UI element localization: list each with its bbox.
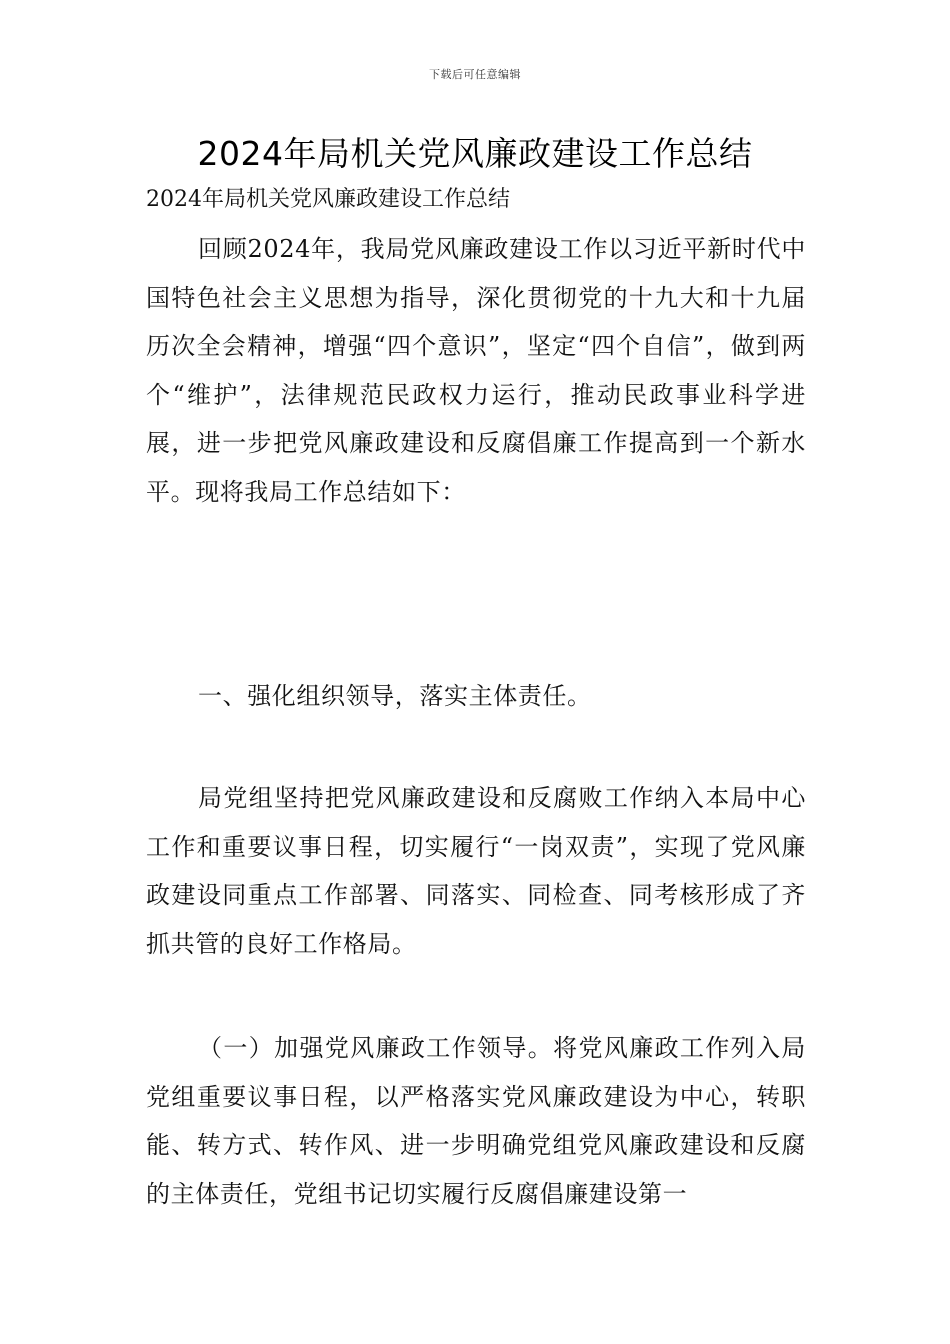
section-heading: 一、强化组织领导，落实主体责任。 (198, 682, 592, 710)
intro-paragraph: 回顾2024年，我局党风廉政建设工作以习近平新时代中国特色社会主义思想为指导，深化贯彻党的十九大和十九届历次全会精神，增强“四个意识”，坚定“四个自信”，做到两个“维护”，法律规范民政权力运行，推动民政事业科学进展，进一步把党风廉政建设和反腐倡廉工作提高到一个新水平。现将我局工作总结如下： (146, 235, 806, 506)
header-note: 下载后可任意编辑 (429, 68, 521, 81)
document-subtitle: 2024年局机关党风廉政建设工作总结 (146, 187, 510, 212)
body-paragraph: （一）加强党风廉政工作领导。将党风廉政工作列入局党组重要议事日程，以严格落实党风廉政建设为中心，转职能、转方式、转作风、进一步明确党组党风廉政建设和反腐的主体责任，党组书记切实履行反腐倡廉建设第一 (146, 1034, 806, 1208)
document-title: 2024年局机关党风廉政建设工作总结 (197, 134, 753, 173)
body-paragraph: 局党组坚持把党风廉政建设和反腐败工作纳入本局中心工作和重要议事日程，切实履行“一岗双责”，实现了党风廉政建设同重点工作部署、同落实、同检查、同考核形成了齐抓共管的良好工作格局。 (146, 784, 806, 958)
